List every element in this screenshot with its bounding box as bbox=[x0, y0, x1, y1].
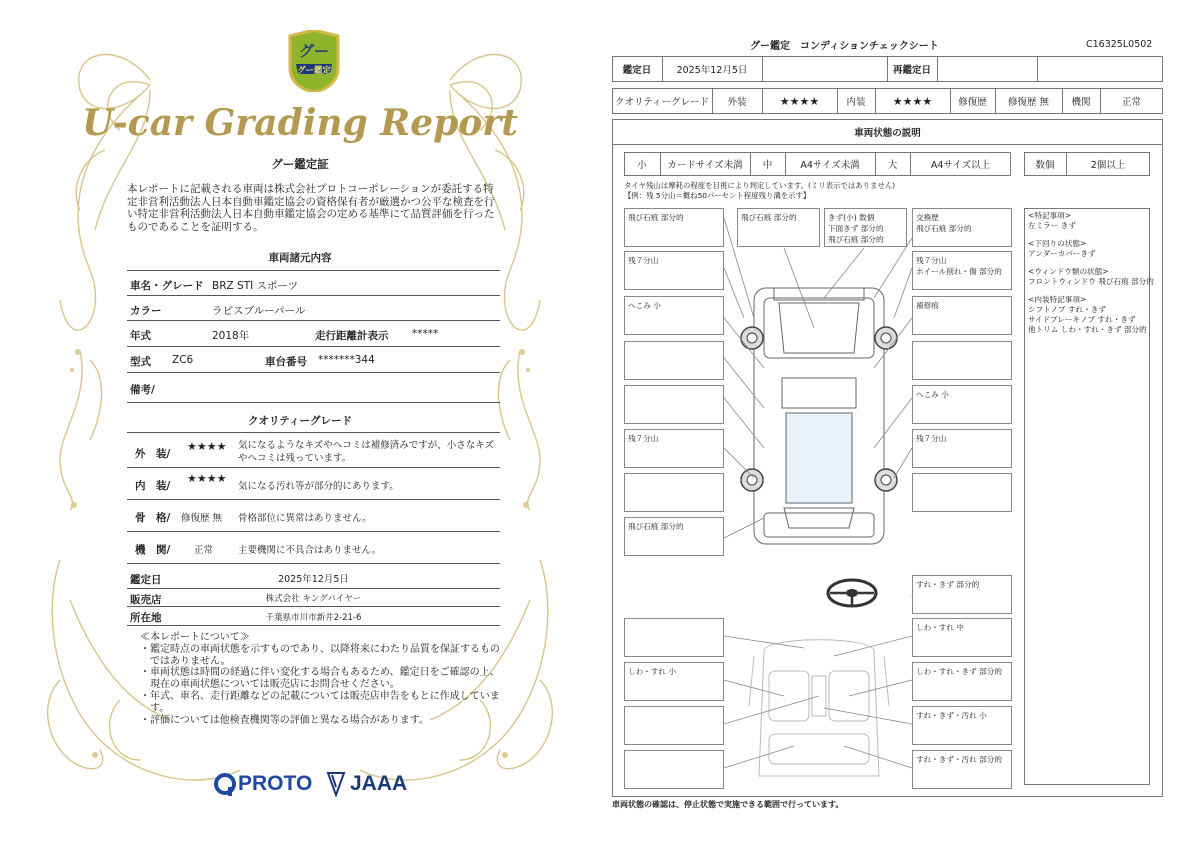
quality-exterior-label: 外 装/ bbox=[135, 448, 171, 460]
damage-note-box: 交換歴 飛び石痕 部分的 bbox=[912, 208, 1012, 247]
color-label: カラー bbox=[130, 305, 162, 317]
divider bbox=[127, 563, 500, 564]
note-item: ・鑑定時点の車両状態を示すものであり、以降将来にわたり品質を保証するものではありません。 bbox=[140, 643, 500, 667]
damage-note-box: 飛び石痕 部分的 bbox=[624, 517, 724, 556]
size-small-label: 小 bbox=[637, 160, 647, 171]
interior-note-box: すれ・きず・汚れ 小 bbox=[912, 706, 1012, 745]
note-item: ・車両状態は時間の経過に伴い変化する場合もあるため、鑑定日をご確認の上、現在の車両状態については販売店にお問合せください。 bbox=[140, 667, 500, 691]
address-label: 所在地 bbox=[130, 612, 162, 624]
tire-note: タイヤ残山は摩耗の程度を目視により判定しています。(ミリ表示ではありません) bbox=[624, 181, 896, 190]
interior-notes-heading: <内装特記事項> bbox=[1028, 295, 1087, 304]
notes-title: ≪本レポートについて≫ bbox=[140, 632, 250, 643]
window-note: フロントウィンドウ 飛び石痕 部分的 bbox=[1028, 277, 1154, 286]
car-interior-diagram bbox=[724, 596, 914, 792]
model-value: ZC6 bbox=[172, 354, 194, 366]
divider bbox=[127, 372, 500, 373]
damage-note-box: へこみ 小 bbox=[912, 385, 1012, 424]
quality-engine-value: 正常 bbox=[194, 545, 214, 556]
interior-label: 内装 bbox=[846, 97, 866, 108]
interior-note-box bbox=[624, 618, 724, 657]
chassis-label: 車台番号 bbox=[265, 356, 307, 368]
mileage-value: ***** bbox=[412, 328, 439, 340]
divider bbox=[127, 346, 500, 347]
damage-note-box: 残７分山 bbox=[624, 429, 724, 468]
divider bbox=[127, 467, 500, 468]
interior-note-box bbox=[624, 750, 724, 789]
underbody-heading: <下回りの状態> bbox=[1028, 239, 1087, 248]
quality-heading: クオリティーグレード bbox=[248, 415, 352, 427]
size-small-desc: カードサイズ未満 bbox=[667, 160, 743, 171]
remarks-label: 備考/ bbox=[130, 384, 155, 396]
jaaa-logo-icon bbox=[326, 771, 346, 797]
damage-note-box: へこみ 小 bbox=[624, 296, 724, 335]
damage-note-box: 飛び石痕 部分的 bbox=[624, 208, 724, 247]
special-notes-heading: <特記事項> bbox=[1028, 211, 1072, 220]
underbody-note: アンダーカバーきず bbox=[1028, 249, 1096, 258]
interior-note-box: しわ・すれ・きず 部分的 bbox=[912, 662, 1012, 701]
quality-frame-value: 修復歴 無 bbox=[181, 513, 223, 524]
quality-interior-label: 内 装/ bbox=[135, 480, 171, 492]
year-label: 年式 bbox=[130, 330, 151, 342]
divider bbox=[127, 432, 500, 433]
damage-note-box: 残７分山 ホイール削れ・傷 部分的 bbox=[912, 251, 1012, 290]
count-desc: 2個以上 bbox=[1090, 160, 1126, 171]
mileage-label: 走行距離計表示 bbox=[315, 330, 389, 342]
damage-note-box bbox=[624, 341, 724, 380]
size-medium-label: 中 bbox=[762, 160, 773, 171]
spacer bbox=[1028, 259, 1154, 267]
damage-note-box: 残７分山 bbox=[624, 251, 724, 290]
specs-heading: 車両諸元内容 bbox=[268, 252, 332, 264]
quality-exterior-stars: ★★★★ bbox=[187, 440, 227, 453]
size-medium-desc: A4サイズ未満 bbox=[800, 160, 860, 171]
quality-grade-label: クオリティーグレード bbox=[614, 97, 710, 108]
engine-label: 機関 bbox=[1071, 97, 1091, 108]
sheet-id: C16325L0502 bbox=[1086, 39, 1153, 50]
note-item: ・評価については他検査機関等の評価と異なる場合があります。 bbox=[140, 714, 429, 726]
color-value: ラピスブルーパール bbox=[212, 305, 306, 317]
interior-note-box: すれ・きず 部分的 bbox=[912, 575, 1012, 614]
quality-engine-label: 機 関/ bbox=[135, 544, 171, 556]
dealer-value: 株式会社 キングバイヤー bbox=[265, 594, 362, 604]
model-label: 型式 bbox=[130, 356, 151, 368]
chassis-value: *******344 bbox=[318, 354, 375, 366]
report-notes bbox=[140, 632, 500, 726]
quality-engine-text: 主要機関に不具合はありません。 bbox=[238, 545, 382, 556]
divider bbox=[937, 56, 938, 82]
count-label: 数個 bbox=[1035, 160, 1055, 171]
certification-statement: 本レポートに記載される車両は株式会社プロトコーポレーションが委託する特定非営利活動法人日本自動車鑑定協会の資格保有者が厳選かつ公平な検査を行い特定非営利活動法人日本自動車鑑定協会の定める基準にて品質評価を行ったものであることを証明する。 bbox=[127, 183, 495, 233]
divider bbox=[127, 606, 500, 607]
jaaa-logo-text: JAAA bbox=[350, 772, 408, 795]
damage-note-box bbox=[912, 473, 1012, 512]
damage-note-box bbox=[624, 473, 724, 512]
appraisal-date-label: 鑑定日 bbox=[622, 65, 652, 76]
size-large-label: 大 bbox=[887, 160, 898, 171]
sheet-title: グー鑑定 コンディションチェックシート bbox=[750, 41, 939, 52]
interior-note-box bbox=[624, 706, 724, 745]
quality-frame-text: 骨格部位に異常はありません。 bbox=[238, 513, 372, 524]
divider bbox=[762, 56, 763, 82]
divider bbox=[127, 320, 500, 321]
divider bbox=[127, 588, 500, 589]
appraisal-date-value: 2025年12月5日 bbox=[278, 574, 349, 585]
name-grade-label: 車名・グレード bbox=[130, 280, 204, 292]
size-large-desc: A4サイズ以上 bbox=[930, 160, 991, 171]
certificate-heading: グー鑑定証 bbox=[271, 157, 329, 171]
quality-exterior-text: 気になるようなキズやヘコミは補修済みですが、小さなキズやヘコミは残っています。 bbox=[238, 440, 495, 464]
year-value: 2018年 bbox=[212, 330, 250, 342]
interior-note-item: サイドブレーキノブ すれ・きず bbox=[1028, 315, 1136, 324]
interior-note-box: しわ・すれ 小 bbox=[624, 662, 724, 701]
divider bbox=[127, 402, 500, 403]
divider bbox=[1037, 56, 1038, 82]
appraisal-date-label: 鑑定日 bbox=[130, 574, 162, 586]
quality-interior-stars: ★★★★ bbox=[187, 472, 227, 485]
tire-example-note: 【例：残 5分山＝概ね50パーセント程度残り溝を示す】 bbox=[624, 191, 811, 200]
window-heading: <ウィンドウ類の状態> bbox=[1028, 267, 1109, 276]
condition-check-sheet bbox=[600, 0, 1200, 848]
report-script-title: U-car Grading Report bbox=[82, 102, 518, 144]
exterior-label: 外装 bbox=[727, 97, 747, 108]
engine-value: 正常 bbox=[1121, 97, 1141, 108]
quality-frame-label: 骨 格/ bbox=[135, 512, 171, 524]
diagram-leader-lines bbox=[724, 208, 914, 558]
dealer-label: 販売店 bbox=[130, 594, 162, 606]
damage-note-box: 補修痕 bbox=[912, 296, 1012, 335]
goo-appraisal-badge-logo bbox=[286, 30, 342, 92]
svg-text:グー鑑定: グー鑑定 bbox=[296, 66, 332, 76]
divider bbox=[127, 295, 500, 296]
divider bbox=[127, 270, 500, 271]
note-item: ・年式、車名、走行距離などの記載については販売店申告をもとに作成しています。 bbox=[140, 690, 500, 714]
damage-note-box: きず(小) 数個 下面きず 部分的 飛び石痕 部分的 bbox=[824, 208, 907, 247]
special-note-item: 左ミラー きず bbox=[1028, 221, 1076, 230]
proto-logo-icon bbox=[214, 773, 236, 797]
quality-interior-text: 気になる汚れ等が部分的にあります。 bbox=[238, 481, 399, 492]
divider bbox=[612, 144, 1163, 145]
reappraisal-date-label: 再鑑定日 bbox=[892, 65, 931, 76]
interior-note-item: シフトノブ すれ・きず bbox=[1028, 305, 1106, 314]
spacer bbox=[1028, 231, 1154, 239]
divider bbox=[127, 499, 500, 500]
interior-note-box: すれ・きず・汚れ 部分的 bbox=[912, 750, 1012, 789]
svg-text:グー: グー bbox=[298, 42, 330, 60]
name-grade-value: BRZ STI スポーツ bbox=[212, 280, 299, 292]
interior-note-box: しわ・すれ 中 bbox=[912, 618, 1012, 657]
repair-history-label: 修復歴 bbox=[958, 97, 987, 108]
damage-note-box: 飛び石痕 部分的 bbox=[737, 208, 820, 247]
appraisal-date-value: 2025年12月5日 bbox=[676, 65, 748, 76]
divider bbox=[127, 625, 500, 626]
spacer bbox=[1028, 287, 1154, 295]
interior-stars: ★★★★ bbox=[892, 94, 933, 108]
footer-note: 車両状態の確認は、停止状態で実施できる範囲で行っています。 bbox=[612, 800, 844, 809]
damage-note-box bbox=[912, 341, 1012, 380]
divider bbox=[127, 531, 500, 532]
address-value: 千葉県市川市新井2-21-6 bbox=[265, 613, 362, 623]
proto-logo-text: PROTO bbox=[238, 772, 313, 795]
repair-history-value: 修復歴 無 bbox=[1007, 97, 1050, 108]
condition-heading: 車両状態の説明 bbox=[854, 127, 921, 139]
interior-note-item: 他トリム しわ・すれ・きず 部分的 bbox=[1028, 325, 1147, 334]
exterior-stars: ★★★★ bbox=[779, 94, 820, 108]
special-notes bbox=[1028, 211, 1154, 335]
damage-note-box bbox=[624, 385, 724, 424]
damage-note-box: 残７分山 bbox=[912, 429, 1012, 468]
